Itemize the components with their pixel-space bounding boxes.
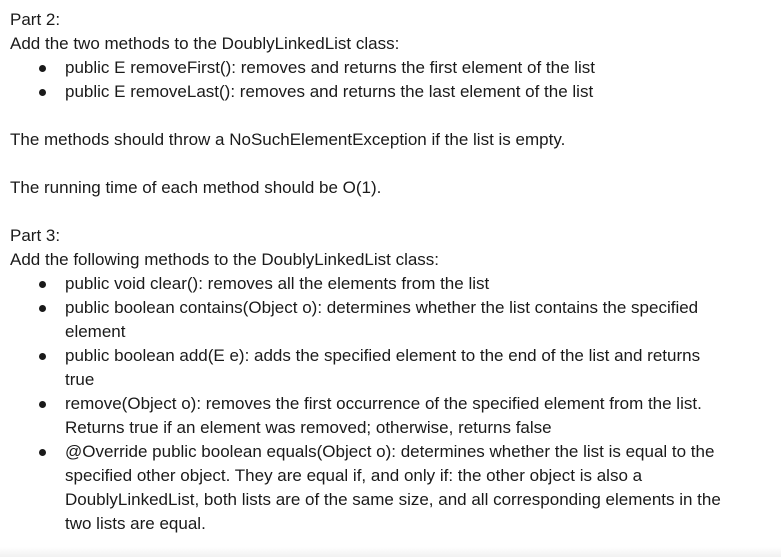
- part3-heading: Part 3:: [10, 226, 61, 245]
- part3-method-list: [10, 272, 771, 536]
- list-item: [10, 344, 730, 392]
- part2-method-list: [10, 56, 771, 104]
- part3-intro: Add the following methods to the DoublyLinkedList class:: [10, 250, 440, 269]
- list-item-text: public E removeLast(): removes and returns the last element of the list: [65, 82, 594, 101]
- list-item: [10, 272, 730, 296]
- list-item-text: public boolean add(E e): adds the specified element to the end of the list and returns true: [65, 346, 701, 389]
- bullet-icon: [39, 65, 46, 72]
- part2-heading: Part 2:: [10, 10, 61, 29]
- list-item-text: remove(Object o): removes the first occurrence of the specified element from the list. Returns true if an element was removed; otherwise, returns false: [65, 394, 702, 437]
- part2-intro: Add the two methods to the DoublyLinkedList class:: [10, 34, 400, 53]
- bullet-icon: [39, 281, 46, 288]
- list-item-text: public E removeFirst(): removes and returns the first element of the list: [65, 58, 596, 77]
- spacer: [10, 104, 771, 128]
- bullet-icon: [39, 305, 46, 312]
- list-item-text: public void clear(): removes all the elements from the list: [65, 274, 490, 293]
- bullet-icon: [39, 89, 46, 96]
- spacer: [10, 152, 771, 176]
- bullet-icon: [39, 353, 46, 360]
- bullet-icon: [39, 449, 46, 456]
- bottom-edge-shade: [0, 547, 781, 557]
- spacer: [10, 200, 771, 224]
- list-item: [10, 296, 730, 344]
- list-item: [10, 80, 730, 104]
- list-item: [10, 392, 730, 440]
- bullet-icon: [39, 401, 46, 408]
- list-item-text: @Override public boolean equals(Object o): determines whether the list is equal to the specified other object. They are equal if, and only if: the other object is also a DoublyLinkedList, both lists are of the same size, and all corresponding elements in the two lists are equal.: [65, 442, 721, 533]
- runtime-note: The running time of each method should be O(1).: [10, 178, 382, 197]
- list-item: [10, 56, 730, 80]
- list-item-text: public boolean contains(Object o): determines whether the list contains the specified element: [65, 298, 699, 341]
- exception-note: The methods should throw a NoSuchElementException if the list is empty.: [10, 130, 566, 149]
- list-item: [10, 440, 730, 536]
